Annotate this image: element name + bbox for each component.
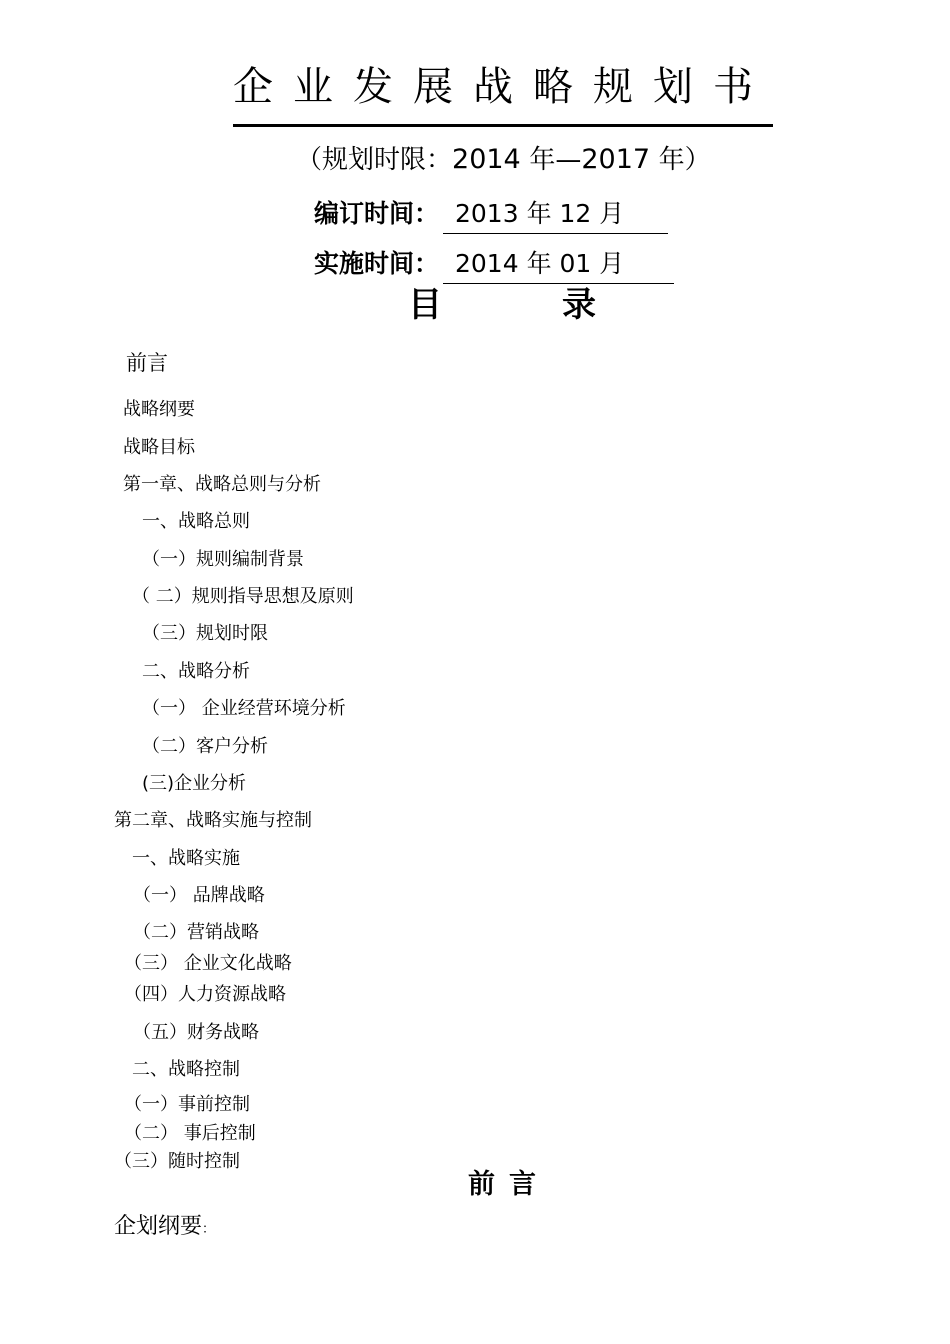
toc-item-1-1-1[interactable]: （一）规则编制背景 — [142, 549, 304, 570]
term-end-year: 2017 — [581, 144, 651, 175]
toc-item-2-1-3[interactable]: （三） 企业文化战略 — [124, 953, 292, 974]
term-start-year: 2014 — [452, 144, 521, 175]
toc-item-strategy-outline[interactable]: 战略纲要 — [123, 399, 195, 420]
compile-date-label: 编订时间： — [314, 199, 440, 228]
toc-item-1-2-1[interactable]: （一） 企业经营环境分析 — [142, 698, 346, 719]
preface-subheading — [114, 1212, 215, 1245]
term-year-suffix-1: 年— — [529, 145, 582, 175]
toc-item-2-2-3[interactable]: （三）随时控制 — [114, 1151, 240, 1172]
term-year-suffix-2: 年） — [658, 145, 711, 175]
toc-title — [408, 283, 596, 327]
preface-subheading-colon: ： — [202, 1222, 216, 1237]
term-prefix: （规划时限： — [296, 145, 453, 175]
toc-item-1-1-2[interactable]: （ 二）规则指导思想及原则 — [132, 586, 354, 607]
document-title: 企业发展战略规划书 — [233, 64, 773, 110]
compile-date-value: 2013 年 12 月 — [443, 197, 668, 234]
toc-item-1-1[interactable]: 一、战略总则 — [142, 511, 250, 532]
toc-item-2-2[interactable]: 二、战略控制 — [132, 1059, 240, 1080]
toc-item-1-1-3[interactable]: （三）规划时限 — [142, 623, 268, 644]
toc-item-strategy-goals[interactable]: 战略目标 — [123, 437, 195, 458]
toc-item-2-2-1[interactable]: （一）事前控制 — [124, 1094, 250, 1115]
title-underline — [233, 124, 773, 127]
toc-item-1-2-2[interactable]: （二）客户分析 — [142, 736, 268, 757]
toc-item-chapter-1[interactable]: 第一章、战略总则与分析 — [123, 474, 321, 495]
preface-heading: 前言 — [468, 1169, 550, 1200]
toc-item-preface[interactable]: 前言 — [126, 351, 168, 375]
toc-title-right: 录 — [562, 285, 596, 325]
implement-date-value: 2014 年 01 月 — [443, 247, 674, 284]
planning-term — [296, 142, 711, 178]
implement-date-label: 实施时间： — [314, 249, 440, 278]
toc-title-left: 目 — [408, 285, 442, 325]
toc-item-1-2-3[interactable]: (三)企业分析 — [142, 773, 247, 794]
toc-item-1-2[interactable]: 二、战略分析 — [142, 661, 250, 682]
toc-item-2-1-2[interactable]: （二）营销战略 — [133, 922, 259, 943]
toc-item-2-1-5[interactable]: （五）财务战略 — [133, 1022, 259, 1043]
preface-subheading-text: 企划纲要 — [114, 1214, 203, 1239]
toc-item-2-1-1[interactable]: （一） 品牌战略 — [133, 885, 265, 906]
toc-item-2-2-2[interactable]: （二） 事后控制 — [124, 1123, 256, 1144]
toc-item-2-1-4[interactable]: （四）人力资源战略 — [124, 984, 286, 1005]
toc-item-chapter-2[interactable]: 第二章、战略实施与控制 — [114, 810, 312, 831]
toc-item-2-1[interactable]: 一、战略实施 — [132, 848, 240, 869]
